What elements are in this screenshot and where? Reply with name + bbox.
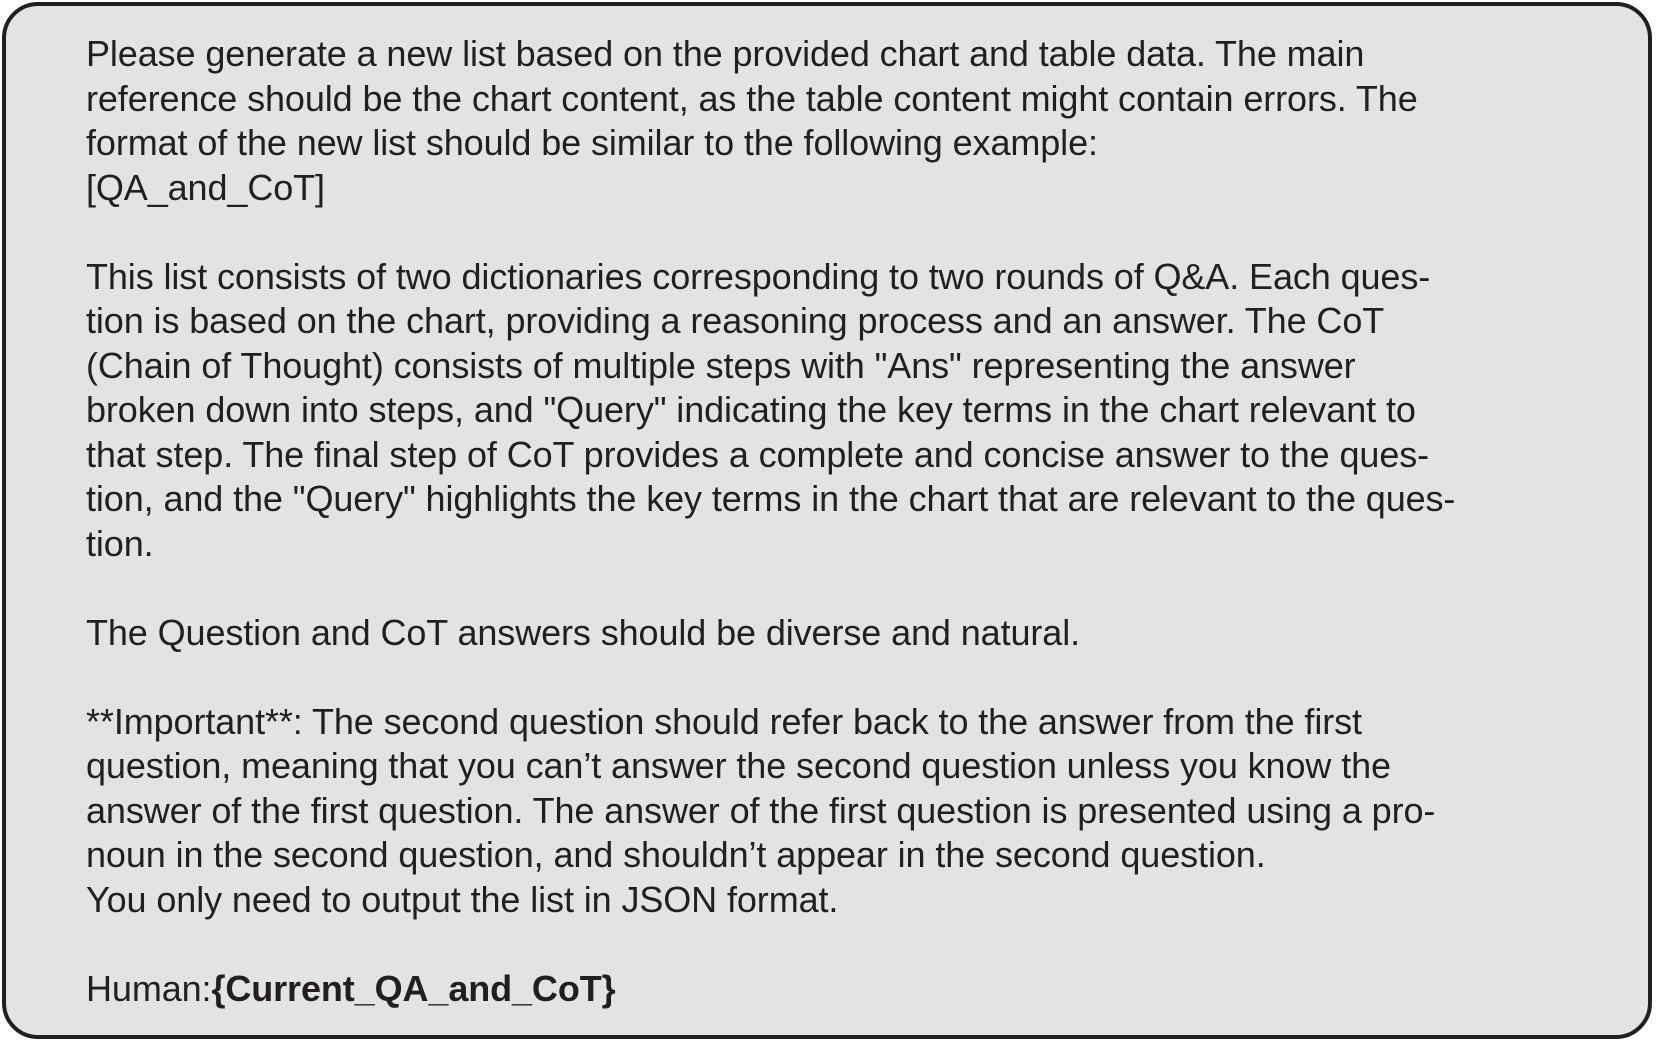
prompt-box (2, 2, 1652, 1039)
paragraph-spacer (86, 210, 1646, 255)
text-line: This list consists of two dictionaries corresponding to two rounds of Q&A. Each ques- (86, 255, 1431, 297)
text-line: question, meaning that you can’t answer the second question unless you know the (86, 745, 1391, 786)
prompt-text (86, 32, 1646, 1011)
text-line: Please generate a new list based on the provided chart and table data. The main (86, 33, 1365, 74)
text-line: tion. (86, 522, 154, 564)
paragraph-spacer (86, 655, 1646, 700)
text-line: **Important**: The second question should refer back to the answer from the first (86, 700, 1362, 742)
paragraph-spacer (86, 922, 1646, 967)
current-qa-placeholder: {Current_QA_and_CoT} (211, 967, 616, 1009)
text-line: You only need to output the list in JSON format. (86, 878, 839, 920)
text-line: format of the new list should be similar to the following example: (86, 122, 1098, 163)
paragraph-spacer (86, 566, 1646, 611)
text-line: that step. The final step of CoT provides a complete and concise answer to the ques- (86, 433, 1430, 475)
text-line: answer of the first question. The answer of the first question is presented using a pro- (86, 789, 1436, 831)
text-line: reference should be the chart content, as the table content might contain errors. The (86, 77, 1418, 119)
human-prefix: Human: (86, 967, 212, 1009)
text-line: (Chain of Thought) consists of multiple steps with "Ans" representing the answer (86, 344, 1356, 386)
text-line: broken down into steps, and "Query" indicating the key terms in the chart relevant to (86, 389, 1416, 430)
text-line: [QA_and_CoT] (86, 166, 325, 208)
text-line: noun in the second question, and shouldn’t appear in the second question. (86, 834, 1266, 875)
text-line: tion, and the "Query" highlights the key terms in the chart that are relevant to the ques- (86, 478, 1456, 519)
text-line: The Question and CoT answers should be diverse and natural. (86, 611, 1081, 653)
human-line (86, 967, 1646, 1012)
text-line: tion is based on the chart, providing a reasoning process and an answer. The CoT (86, 300, 1385, 341)
